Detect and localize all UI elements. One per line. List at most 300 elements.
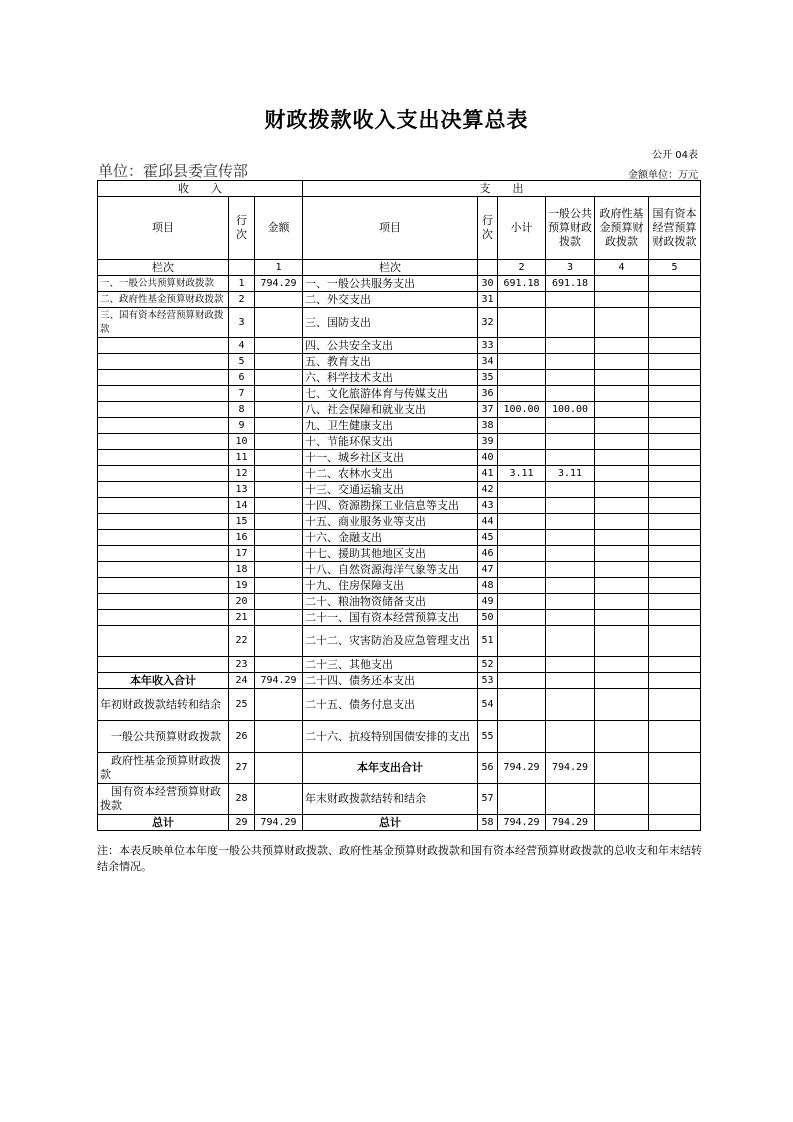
- income-line-cell: 10: [229, 434, 255, 450]
- income-item-cell: [98, 466, 229, 482]
- page-title: 财政拨款收入支出决算总表: [264, 108, 529, 132]
- state-capital-cell: [649, 673, 701, 689]
- column-number: 2: [498, 260, 546, 276]
- income-item-cell: [98, 434, 229, 450]
- expense-line-header: 行次: [478, 197, 498, 260]
- expense-line-cell: 58: [478, 815, 498, 831]
- income-item-cell: [98, 338, 229, 354]
- empty-cell: [478, 260, 498, 276]
- income-line-cell: 5: [229, 354, 255, 370]
- general-budget-cell: [546, 562, 595, 578]
- income-item-cell: [98, 594, 229, 610]
- income-amount-cell: [255, 753, 303, 784]
- subtotal-cell: [498, 562, 546, 578]
- income-amount-cell: 794.29: [255, 673, 303, 689]
- expense-header: 支 出: [303, 181, 701, 197]
- state-capital-cell: [649, 721, 701, 753]
- general-budget-cell: 691.18: [546, 276, 595, 292]
- column-label: 栏次: [98, 260, 229, 276]
- footnote: 注：本表反映单位本年度一般公共预算财政拨款、政府性基金预算财政拨款和国有资本经营预算财政拨款的总收支和年末结转结余情况。: [97, 844, 702, 873]
- table-row: [98, 721, 701, 753]
- income-line-cell: 3: [229, 308, 255, 338]
- income-item-cell: 政府性基金预算财政拨款: [98, 753, 229, 784]
- income-line-cell: 21: [229, 610, 255, 626]
- income-item-cell: 总计: [98, 815, 229, 831]
- general-budget-cell: [546, 450, 595, 466]
- subtotal-cell: [498, 292, 546, 308]
- expense-item-cell: 四、公共安全支出: [303, 338, 478, 354]
- table-row: [98, 594, 701, 610]
- expense-item-cell: 十一、城乡社区支出: [303, 450, 478, 466]
- general-budget-cell: [546, 338, 595, 354]
- income-amount-cell: [255, 721, 303, 753]
- income-amount-cell: [255, 546, 303, 562]
- subtotal-cell: [498, 386, 546, 402]
- income-amount-cell: [255, 450, 303, 466]
- expense-item-cell: 十八、自然资源海洋气象等支出: [303, 562, 478, 578]
- subtotal-cell: [498, 338, 546, 354]
- subtotal-cell: 691.18: [498, 276, 546, 292]
- subtotal-cell: [498, 689, 546, 721]
- subtotal-cell: [498, 594, 546, 610]
- income-amount-cell: [255, 514, 303, 530]
- subtotal-cell: [498, 308, 546, 338]
- subtotal-cell: [498, 530, 546, 546]
- gov-fund-cell: [595, 308, 649, 338]
- table-row: [98, 530, 701, 546]
- expense-item-header: 项目: [303, 197, 478, 260]
- expense-line-cell: 39: [478, 434, 498, 450]
- income-amount-cell: [255, 578, 303, 594]
- income-item-cell: [98, 498, 229, 514]
- income-amount-cell: [255, 354, 303, 370]
- income-line-cell: 12: [229, 466, 255, 482]
- expense-item-cell: 七、文化旅游体育与传媒支出: [303, 386, 478, 402]
- general-budget-cell: [546, 546, 595, 562]
- income-item-cell: [98, 402, 229, 418]
- state-capital-cell: [649, 338, 701, 354]
- income-line-cell: 13: [229, 482, 255, 498]
- expense-item-cell: 总计: [303, 815, 478, 831]
- expense-line-cell: 43: [478, 498, 498, 514]
- expense-item-cell: 十四、资源勘探工业信息等支出: [303, 498, 478, 514]
- expense-item-cell: 三、国防支出: [303, 308, 478, 338]
- income-line-cell: 27: [229, 753, 255, 784]
- expense-item-cell: 十二、农林水支出: [303, 466, 478, 482]
- expense-item-cell: 二十五、债务付息支出: [303, 689, 478, 721]
- state-capital-cell: [649, 610, 701, 626]
- expense-item-cell: 二十三、其他支出: [303, 657, 478, 673]
- income-line-cell: 4: [229, 338, 255, 354]
- income-item-cell: [98, 370, 229, 386]
- gov-fund-cell: [595, 514, 649, 530]
- expense-line-cell: 54: [478, 689, 498, 721]
- income-line-cell: 7: [229, 386, 255, 402]
- unit-label: 单位：霍邱县委宣传部: [98, 162, 249, 180]
- income-amount-cell: [255, 482, 303, 498]
- table-row: [98, 354, 701, 370]
- table-row: [98, 498, 701, 514]
- income-amount-cell: [255, 466, 303, 482]
- income-line-cell: 20: [229, 594, 255, 610]
- gov-fund-cell: [595, 276, 649, 292]
- state-capital-cell: [649, 434, 701, 450]
- subtotal-header: 小计: [498, 197, 546, 260]
- income-item-cell: [98, 386, 229, 402]
- general-budget-cell: [546, 689, 595, 721]
- gov-fund-cell: [595, 530, 649, 546]
- state-capital-cell: [649, 418, 701, 434]
- income-amount-cell: [255, 626, 303, 657]
- general-budget-cell: [546, 784, 595, 815]
- gov-fund-cell: [595, 689, 649, 721]
- table-row: [98, 626, 701, 657]
- subtotal-cell: [498, 354, 546, 370]
- subtotal-cell: [498, 673, 546, 689]
- expense-item-cell: 二十四、债务还本支出: [303, 673, 478, 689]
- state-capital-cell: [649, 498, 701, 514]
- general-budget-cell: [546, 498, 595, 514]
- expense-item-cell: 二十六、抗疫特别国债安排的支出: [303, 721, 478, 753]
- general-budget-cell: 3.11: [546, 466, 595, 482]
- state-capital-cell: [649, 689, 701, 721]
- expense-item-cell: 十九、住房保障支出: [303, 578, 478, 594]
- expense-item-cell: 九、卫生健康支出: [303, 418, 478, 434]
- empty-cell: [229, 260, 255, 276]
- expense-line-cell: 49: [478, 594, 498, 610]
- income-item-cell: [98, 418, 229, 434]
- expense-item-cell: 十七、援助其他地区支出: [303, 546, 478, 562]
- gov-fund-cell: [595, 482, 649, 498]
- general-budget-cell: [546, 657, 595, 673]
- subtotal-cell: [498, 482, 546, 498]
- gov-fund-cell: [595, 673, 649, 689]
- table-row: [98, 338, 701, 354]
- income-line-cell: 18: [229, 562, 255, 578]
- gov-fund-cell: [595, 386, 649, 402]
- income-item-header: 项目: [98, 197, 229, 260]
- income-item-cell: 一般公共预算财政拨款: [98, 721, 229, 753]
- expense-line-cell: 42: [478, 482, 498, 498]
- income-line-cell: 24: [229, 673, 255, 689]
- state-capital-header: 国有资本经营预算财政拨款: [649, 197, 701, 260]
- table-row: [98, 673, 701, 689]
- table-row: [98, 815, 701, 831]
- gov-fund-cell: [595, 450, 649, 466]
- income-amount-cell: [255, 594, 303, 610]
- expense-line-cell: 45: [478, 530, 498, 546]
- expense-line-cell: 48: [478, 578, 498, 594]
- expense-line-cell: 36: [478, 386, 498, 402]
- general-budget-cell: [546, 626, 595, 657]
- general-budget-cell: [546, 370, 595, 386]
- state-capital-cell: [649, 562, 701, 578]
- general-budget-cell: [546, 610, 595, 626]
- general-budget-cell: [546, 721, 595, 753]
- general-budget-cell: [546, 292, 595, 308]
- gov-fund-cell: [595, 594, 649, 610]
- income-line-cell: 11: [229, 450, 255, 466]
- income-amount-cell: [255, 562, 303, 578]
- general-budget-cell: 100.00: [546, 402, 595, 418]
- income-amount-cell: [255, 402, 303, 418]
- expense-line-cell: 41: [478, 466, 498, 482]
- general-budget-cell: [546, 386, 595, 402]
- gov-fund-header: 政府性基金预算财政拨款: [595, 197, 649, 260]
- income-line-cell: 17: [229, 546, 255, 562]
- subtotal-cell: [498, 784, 546, 815]
- income-line-cell: 25: [229, 689, 255, 721]
- income-item-cell: 一、一般公共预算财政拨款: [98, 276, 229, 292]
- table-row: [98, 450, 701, 466]
- table-row: [98, 370, 701, 386]
- general-budget-cell: [546, 673, 595, 689]
- gov-fund-cell: [595, 354, 649, 370]
- table-row: [98, 418, 701, 434]
- expense-item-cell: 十五、商业服务业等支出: [303, 514, 478, 530]
- income-item-cell: 年初财政拨款结转和结余: [98, 689, 229, 721]
- expense-line-cell: 51: [478, 626, 498, 657]
- income-item-cell: [98, 578, 229, 594]
- table-row: [98, 434, 701, 450]
- income-line-cell: 1: [229, 276, 255, 292]
- income-item-cell: [98, 450, 229, 466]
- state-capital-cell: [649, 466, 701, 482]
- subtotal-cell: [498, 418, 546, 434]
- gov-fund-cell: [595, 402, 649, 418]
- income-line-cell: 22: [229, 626, 255, 657]
- income-line-cell: 29: [229, 815, 255, 831]
- table-row: [98, 657, 701, 673]
- income-item-cell: [98, 657, 229, 673]
- subtotal-cell: 3.11: [498, 466, 546, 482]
- income-amount-cell: [255, 657, 303, 673]
- general-budget-cell: [546, 530, 595, 546]
- income-line-cell: 26: [229, 721, 255, 753]
- gov-fund-cell: [595, 292, 649, 308]
- expense-line-cell: 31: [478, 292, 498, 308]
- state-capital-cell: [649, 546, 701, 562]
- income-item-cell: [98, 610, 229, 626]
- gov-fund-cell: [595, 626, 649, 657]
- general-budget-header: 一般公共预算财政拨款: [546, 197, 595, 260]
- table-row: [98, 784, 701, 815]
- income-line-header: 行次: [229, 197, 255, 260]
- subtotal-cell: [498, 514, 546, 530]
- general-budget-cell: [546, 308, 595, 338]
- table-row: [98, 514, 701, 530]
- subtotal-cell: [498, 721, 546, 753]
- expense-line-cell: 35: [478, 370, 498, 386]
- expense-line-cell: 44: [478, 514, 498, 530]
- state-capital-cell: [649, 276, 701, 292]
- expense-line-cell: 55: [478, 721, 498, 753]
- gov-fund-cell: [595, 370, 649, 386]
- state-capital-cell: [649, 482, 701, 498]
- expense-line-cell: 46: [478, 546, 498, 562]
- gov-fund-cell: [595, 498, 649, 514]
- expense-item-cell: 五、教育支出: [303, 354, 478, 370]
- money-unit-label: 金额单位：万元: [628, 170, 698, 181]
- table-row: [98, 610, 701, 626]
- gov-fund-cell: [595, 784, 649, 815]
- gov-fund-cell: [595, 578, 649, 594]
- income-line-cell: 6: [229, 370, 255, 386]
- table-row: [98, 482, 701, 498]
- income-line-cell: 28: [229, 784, 255, 815]
- income-amount-cell: [255, 689, 303, 721]
- income-amount-cell: [255, 418, 303, 434]
- subtotal-cell: [498, 434, 546, 450]
- table-row: [98, 292, 701, 308]
- income-amount-cell: [255, 370, 303, 386]
- state-capital-cell: [649, 308, 701, 338]
- income-amount-cell: [255, 530, 303, 546]
- income-amount-cell: 794.29: [255, 815, 303, 831]
- general-budget-cell: [546, 514, 595, 530]
- state-capital-cell: [649, 784, 701, 815]
- subtotal-cell: 794.29: [498, 815, 546, 831]
- table-row: [98, 753, 701, 784]
- appropriation-table: [97, 180, 701, 831]
- subtotal-cell: [498, 498, 546, 514]
- income-item-cell: 三、国有资本经营预算财政拨款: [98, 308, 229, 338]
- state-capital-cell: [649, 657, 701, 673]
- income-line-cell: 8: [229, 402, 255, 418]
- state-capital-cell: [649, 815, 701, 831]
- general-budget-cell: [546, 578, 595, 594]
- income-amount-cell: [255, 292, 303, 308]
- table-row: [98, 689, 701, 721]
- expense-line-cell: 47: [478, 562, 498, 578]
- state-capital-cell: [649, 753, 701, 784]
- income-line-cell: 19: [229, 578, 255, 594]
- general-budget-cell: [546, 418, 595, 434]
- income-amount-cell: [255, 338, 303, 354]
- state-capital-cell: [649, 354, 701, 370]
- subtotal-cell: [498, 578, 546, 594]
- gov-fund-cell: [595, 610, 649, 626]
- state-capital-cell: [649, 402, 701, 418]
- expense-line-cell: 33: [478, 338, 498, 354]
- income-line-cell: 14: [229, 498, 255, 514]
- expense-item-cell: 二十、粮油物资储备支出: [303, 594, 478, 610]
- gov-fund-cell: [595, 418, 649, 434]
- income-line-cell: 23: [229, 657, 255, 673]
- income-amount-cell: 794.29: [255, 276, 303, 292]
- gov-fund-cell: [595, 721, 649, 753]
- state-capital-cell: [649, 594, 701, 610]
- income-amount-header: 金额: [255, 197, 303, 260]
- general-budget-cell: 794.29: [546, 815, 595, 831]
- income-item-cell: [98, 482, 229, 498]
- expense-line-cell: 57: [478, 784, 498, 815]
- income-amount-cell: [255, 434, 303, 450]
- state-capital-cell: [649, 626, 701, 657]
- gov-fund-cell: [595, 546, 649, 562]
- table-row: [98, 402, 701, 418]
- column-label: 栏次: [303, 260, 478, 276]
- subtotal-cell: 794.29: [498, 753, 546, 784]
- table-row: [98, 308, 701, 338]
- gov-fund-cell: [595, 657, 649, 673]
- expense-line-cell: 32: [478, 308, 498, 338]
- state-capital-cell: [649, 450, 701, 466]
- gov-fund-cell: [595, 434, 649, 450]
- general-budget-cell: [546, 482, 595, 498]
- state-capital-cell: [649, 514, 701, 530]
- income-item-cell: [98, 354, 229, 370]
- income-item-cell: [98, 530, 229, 546]
- expense-line-cell: 52: [478, 657, 498, 673]
- state-capital-cell: [649, 578, 701, 594]
- expense-line-cell: 56: [478, 753, 498, 784]
- subtotal-cell: [498, 626, 546, 657]
- income-item-cell: [98, 626, 229, 657]
- expense-item-cell: 八、社会保障和就业支出: [303, 402, 478, 418]
- column-number: 5: [649, 260, 701, 276]
- expense-item-cell: 二十二、灾害防治及应急管理支出: [303, 626, 478, 657]
- expense-item-cell: 二、外交支出: [303, 292, 478, 308]
- income-amount-cell: [255, 498, 303, 514]
- expense-item-cell: 十六、金融支出: [303, 530, 478, 546]
- state-capital-cell: [649, 530, 701, 546]
- general-budget-cell: [546, 594, 595, 610]
- gov-fund-cell: [595, 466, 649, 482]
- expense-line-cell: 37: [478, 402, 498, 418]
- column-number: 1: [255, 260, 303, 276]
- expense-line-cell: 34: [478, 354, 498, 370]
- subtotal-cell: [498, 450, 546, 466]
- income-amount-cell: [255, 386, 303, 402]
- expense-item-cell: 本年支出合计: [303, 753, 478, 784]
- subtotal-cell: [498, 657, 546, 673]
- subtotal-cell: 100.00: [498, 402, 546, 418]
- table-row: [98, 562, 701, 578]
- table-row: [98, 546, 701, 562]
- income-item-cell: 本年收入合计: [98, 673, 229, 689]
- column-number: 4: [595, 260, 649, 276]
- general-budget-cell: 794.29: [546, 753, 595, 784]
- income-line-cell: 16: [229, 530, 255, 546]
- income-line-cell: 9: [229, 418, 255, 434]
- general-budget-cell: [546, 434, 595, 450]
- table-row: [98, 386, 701, 402]
- income-line-cell: 15: [229, 514, 255, 530]
- expense-item-cell: 十三、交通运输支出: [303, 482, 478, 498]
- income-item-cell: [98, 514, 229, 530]
- gov-fund-cell: [595, 815, 649, 831]
- expense-item-cell: 年末财政拨款结转和结余: [303, 784, 478, 815]
- income-line-cell: 2: [229, 292, 255, 308]
- expense-line-cell: 50: [478, 610, 498, 626]
- column-number: 3: [546, 260, 595, 276]
- table-row: [98, 466, 701, 482]
- income-amount-cell: [255, 308, 303, 338]
- income-item-cell: 国有资本经营预算财政拨款: [98, 784, 229, 815]
- income-amount-cell: [255, 784, 303, 815]
- general-budget-cell: [546, 354, 595, 370]
- income-item-cell: [98, 562, 229, 578]
- state-capital-cell: [649, 386, 701, 402]
- income-item-cell: 二、政府性基金预算财政拨款: [98, 292, 229, 308]
- expense-item-cell: 一、一般公共服务支出: [303, 276, 478, 292]
- income-item-cell: [98, 546, 229, 562]
- subtotal-cell: [498, 610, 546, 626]
- income-header: 收 入: [98, 181, 303, 197]
- subtotal-cell: [498, 546, 546, 562]
- state-capital-cell: [649, 292, 701, 308]
